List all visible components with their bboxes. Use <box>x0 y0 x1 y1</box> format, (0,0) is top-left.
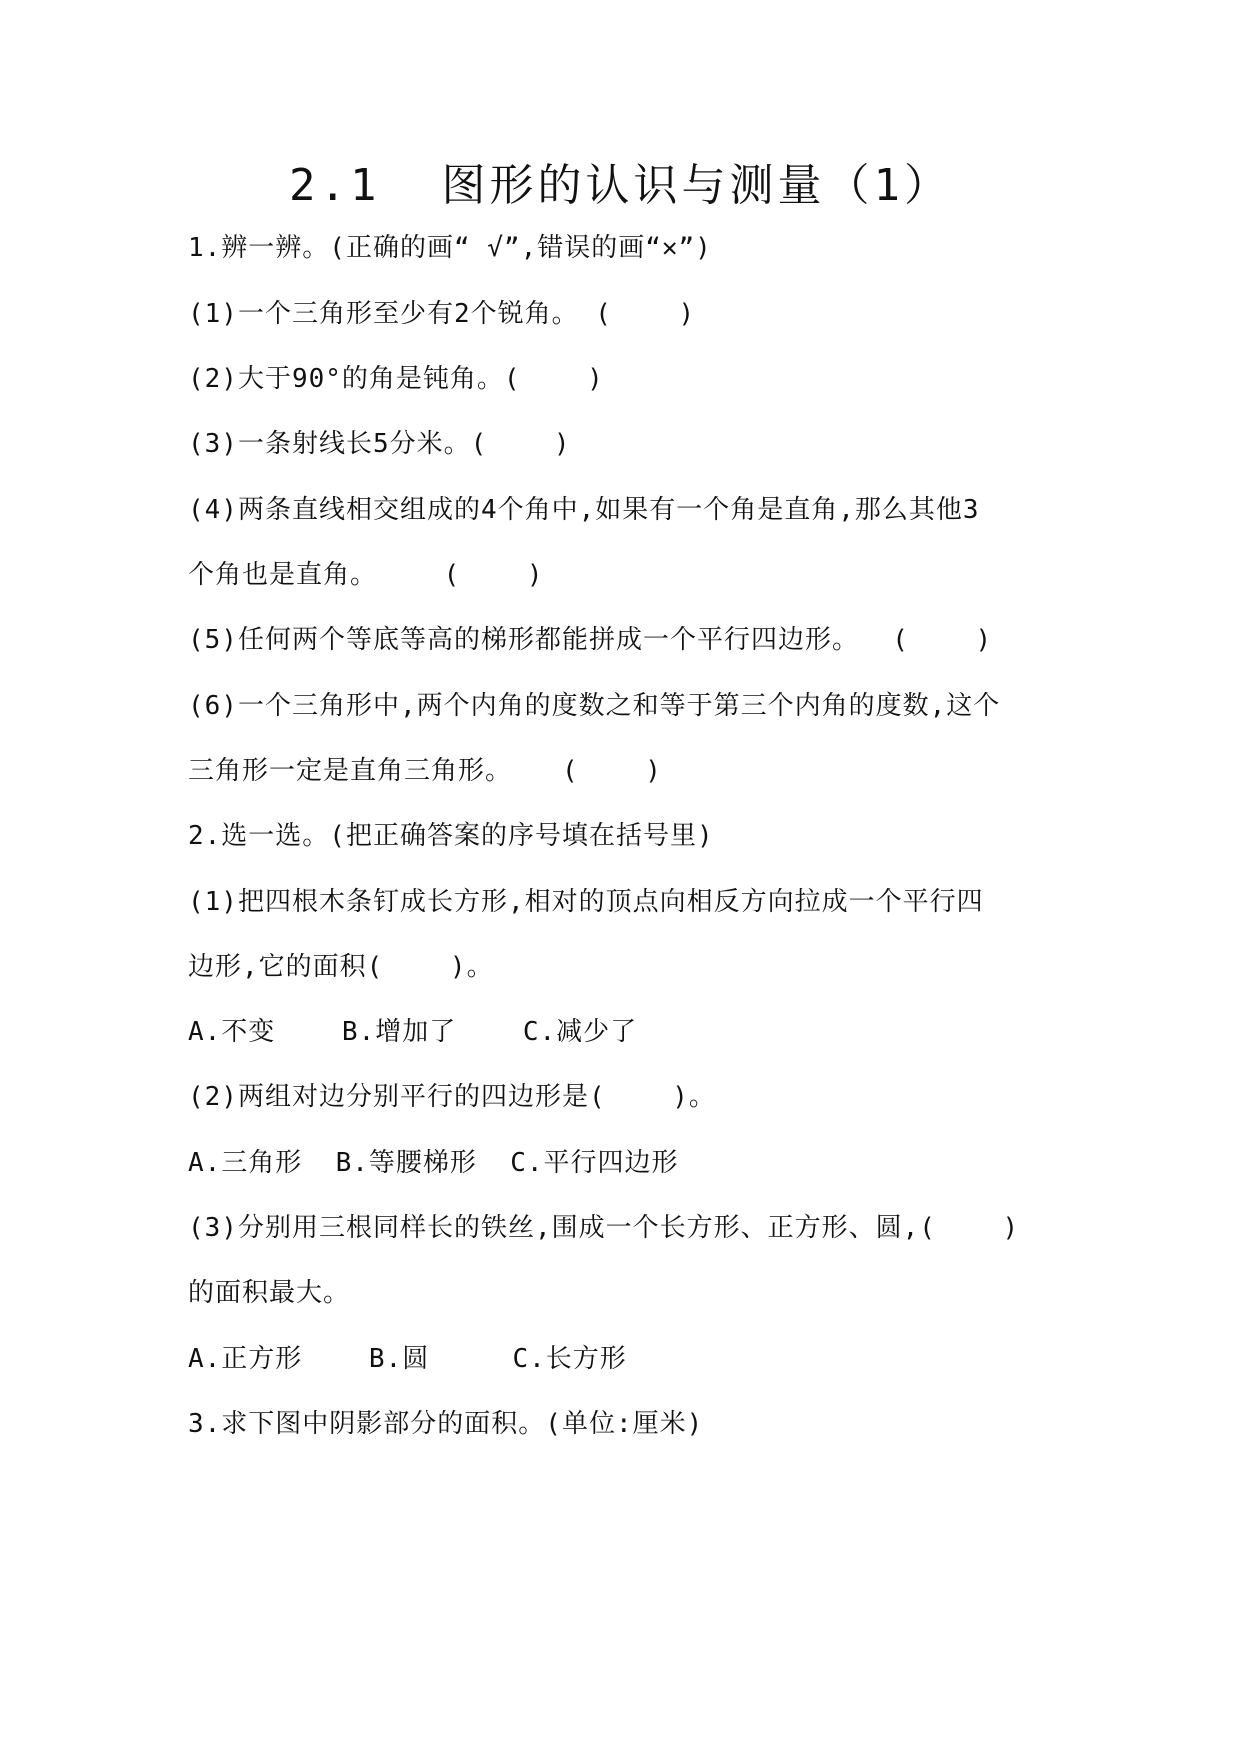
s2-q2-options: A.三角形 B.等腰梯形 C.平行四边形 <box>188 1148 679 1178</box>
s1-item-5: (5)任何两个等底等高的梯形都能拼成一个平行四边形。 ( ) <box>188 625 993 655</box>
s2-q3-options: A.正方形 B.圆 C.长方形 <box>188 1344 627 1374</box>
s1-item-6-line-1: (6)一个三角形中,两个内角的度数之和等于第三个内角的度数,这个 <box>188 691 1001 721</box>
s2-q3-line-2: 的面积最大。 <box>188 1278 351 1308</box>
section-3-heading: 3.求下图中阴影部分的面积。(单位:厘米) <box>188 1409 704 1439</box>
s2-q1-line-1: (1)把四根木条钉成长方形,相对的顶点向相反方向拉成一个平行四 <box>188 887 984 917</box>
s1-item-2: (2)大于90°的角是钝角。( ) <box>188 364 604 394</box>
s1-item-1: (1)一个三角形至少有2个锐角。 ( ) <box>188 299 696 329</box>
s2-q2-line-1: (2)两组对边分别平行的四边形是( )。 <box>188 1082 716 1112</box>
s2-q3-line-1: (3)分别用三根同样长的铁丝,围成一个长方形、正方形、圆,( ) <box>188 1213 1020 1243</box>
s1-item-4-line-1: (4)两条直线相交组成的4个角中,如果有一个角是直角,那么其他3 <box>188 495 980 525</box>
s2-q1-options: A.不变 B.增加了 C.减少了 <box>188 1017 638 1047</box>
page-title: 2.1 图形的认识与测量（1） <box>289 160 952 211</box>
s1-item-6-line-2: 三角形一定是直角三角形。 ( ) <box>188 756 662 786</box>
s1-item-4-line-2: 个角也是直角。 ( ) <box>188 560 544 590</box>
section-1-heading: 1.辨一辨。(正确的画“ √”,错误的画“✕”) <box>188 233 712 263</box>
section-2-heading: 2.选一选。(把正确答案的序号填在括号里) <box>188 821 714 851</box>
s2-q1-line-2: 边形,它的面积( )。 <box>188 952 494 982</box>
s1-item-3: (3)一条射线长5分米。( ) <box>188 429 571 459</box>
